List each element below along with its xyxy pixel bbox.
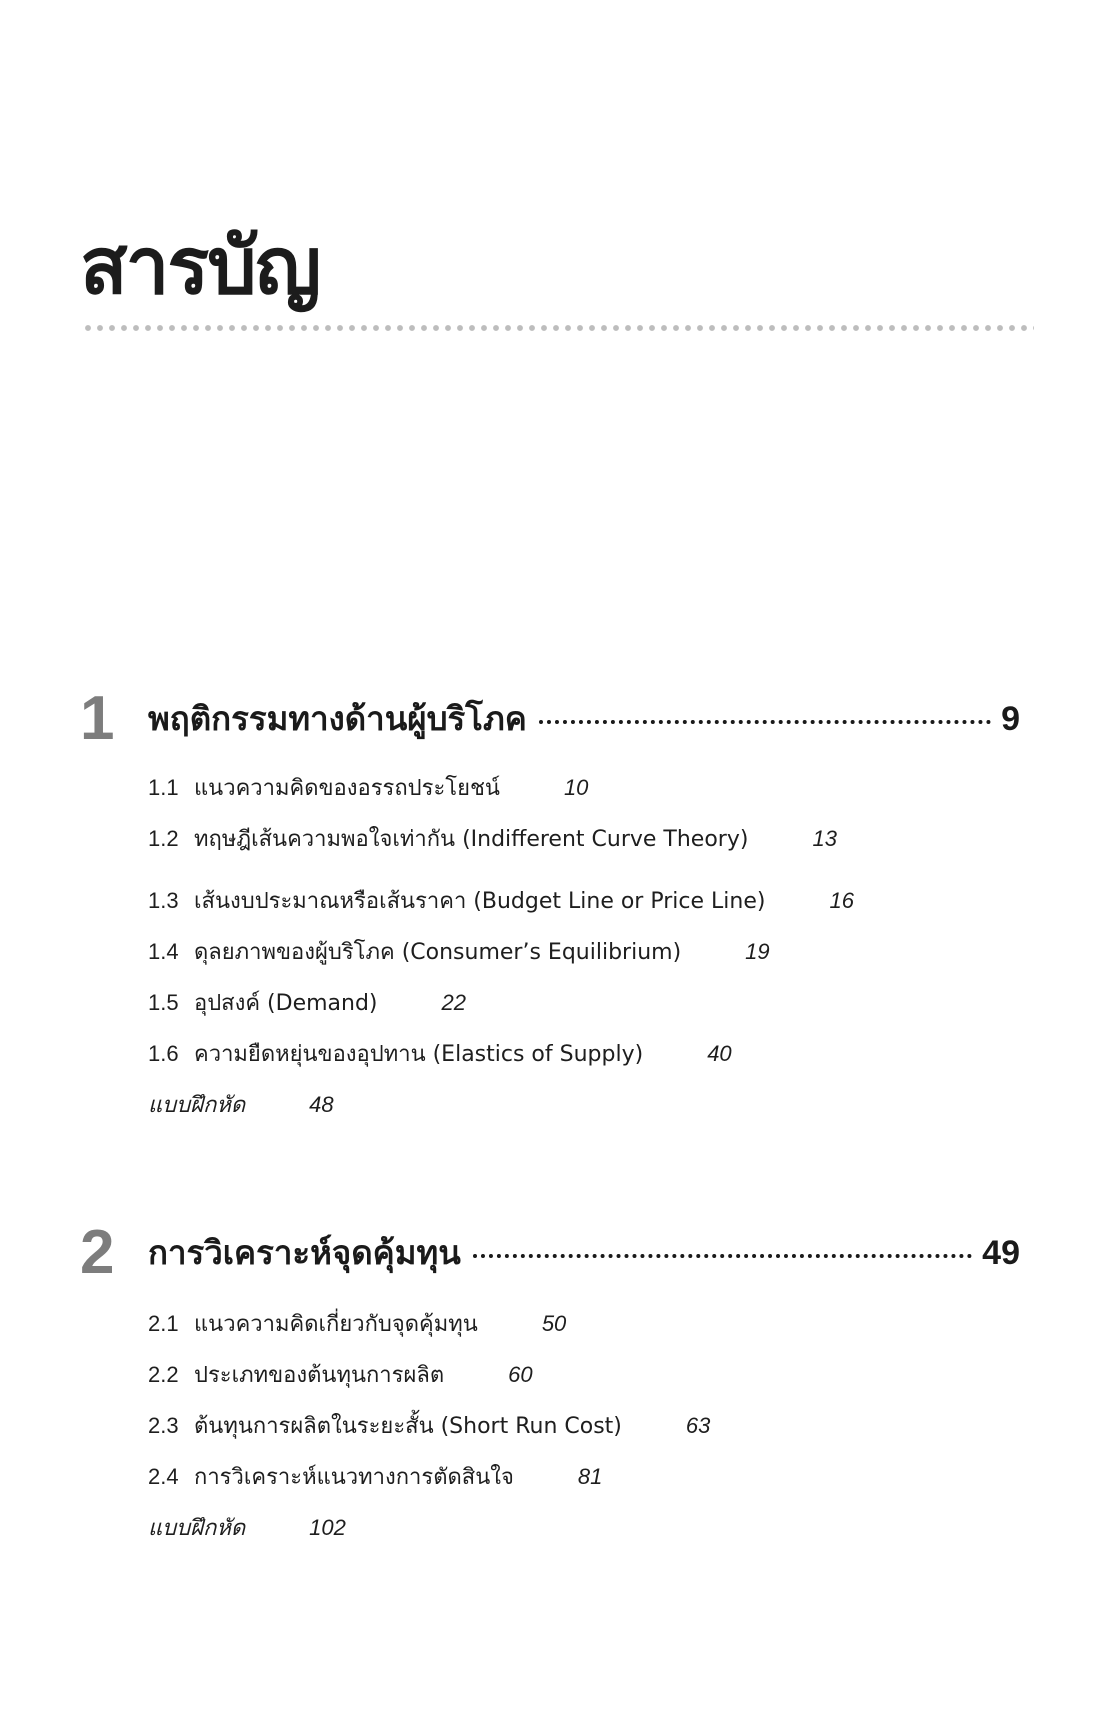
toc-entry[interactable] <box>148 883 854 934</box>
section-page-number: 16 <box>829 888 854 913</box>
section-page-number: 60 <box>508 1362 533 1387</box>
section-title: เส้นงบประมาณหรือเส้นราคา (Budget Line or Price Line) <box>194 889 766 914</box>
exercise-title: แบบฝึกหัด <box>148 1093 246 1118</box>
exercise-title: แบบฝึกหัด <box>148 1516 246 1541</box>
chapter-number: 2 <box>80 1218 115 1287</box>
chapter-title: พฤติกรรมทางด้านผู้บริโภค <box>148 699 527 738</box>
toc-entry[interactable] <box>148 821 854 883</box>
dot-leader <box>539 719 991 724</box>
section-title: ทฤษฎีเส้นความพอใจเท่ากัน (Indifferent Curve Theory) <box>194 827 749 852</box>
section-number: 1.2 <box>148 826 179 851</box>
chapter-page-number: 9 <box>1001 700 1020 738</box>
title-dotted-rule <box>82 324 1034 332</box>
section-title: ดุลยภาพของผู้บริโภค (Consumer’s Equilibrium) <box>194 940 682 965</box>
section-number: 2.1 <box>148 1311 179 1336</box>
section-number: 1.4 <box>148 939 179 964</box>
toc-entry[interactable] <box>148 985 854 1036</box>
section-number: 1.5 <box>148 990 179 1015</box>
section-page-number: 22 <box>441 990 467 1015</box>
section-title: แนวความคิดเกี่ยวกับจุดคุ้มทุน <box>194 1312 478 1337</box>
section-page-number: 10 <box>563 775 589 800</box>
section-number: 1.6 <box>148 1041 179 1066</box>
toc-entry[interactable] <box>148 770 854 821</box>
toc-exercise-entry[interactable] <box>148 1087 854 1138</box>
toc-entry[interactable] <box>148 1357 710 1408</box>
exercise-page-number: 102 <box>309 1515 346 1540</box>
section-number: 1.3 <box>148 888 179 913</box>
toc-entry[interactable] <box>148 1408 710 1459</box>
chapter-heading[interactable] <box>148 1234 1020 1273</box>
section-title: ต้นทุนการผลิตในระยะสั้น (Short Run Cost) <box>194 1414 622 1439</box>
section-number: 2.4 <box>148 1464 179 1489</box>
chapter-heading[interactable] <box>148 700 1020 739</box>
section-number: 1.1 <box>148 775 179 800</box>
chapter-page-number: 49 <box>982 1234 1020 1272</box>
page-title: สารบัญ <box>80 222 320 312</box>
section-title: ประเภทของต้นทุนการผลิต <box>194 1363 445 1388</box>
toc-entry[interactable] <box>148 934 854 985</box>
section-title: อุปสงค์ (Demand) <box>194 991 378 1016</box>
chapter-number: 1 <box>80 684 115 753</box>
section-list <box>148 1306 710 1561</box>
section-title: การวิเคราะห์แนวทางการตัดสินใจ <box>194 1465 514 1490</box>
section-page-number: 63 <box>685 1413 711 1438</box>
section-title: ความยืดหยุ่นของอุปทาน (Elastics of Supply) <box>194 1042 644 1067</box>
chapter-title: การวิเคราะห์จุดคุ้มทุน <box>148 1233 461 1272</box>
toc-exercise-entry[interactable] <box>148 1510 710 1561</box>
section-page-number: 19 <box>745 939 770 964</box>
exercise-page-number: 48 <box>309 1092 334 1117</box>
section-number: 2.2 <box>148 1362 179 1387</box>
section-page-number: 81 <box>577 1464 603 1489</box>
section-list <box>148 770 854 1138</box>
section-title: แนวความคิดของอรรถประโยชน์ <box>194 776 500 801</box>
section-number: 2.3 <box>148 1413 179 1438</box>
toc-entry[interactable] <box>148 1306 710 1357</box>
section-page-number: 50 <box>541 1311 567 1336</box>
dot-leader <box>473 1253 972 1258</box>
section-page-number: 40 <box>707 1041 732 1066</box>
toc-entry[interactable] <box>148 1036 854 1087</box>
section-page-number: 13 <box>812 826 837 851</box>
toc-entry[interactable] <box>148 1459 710 1510</box>
